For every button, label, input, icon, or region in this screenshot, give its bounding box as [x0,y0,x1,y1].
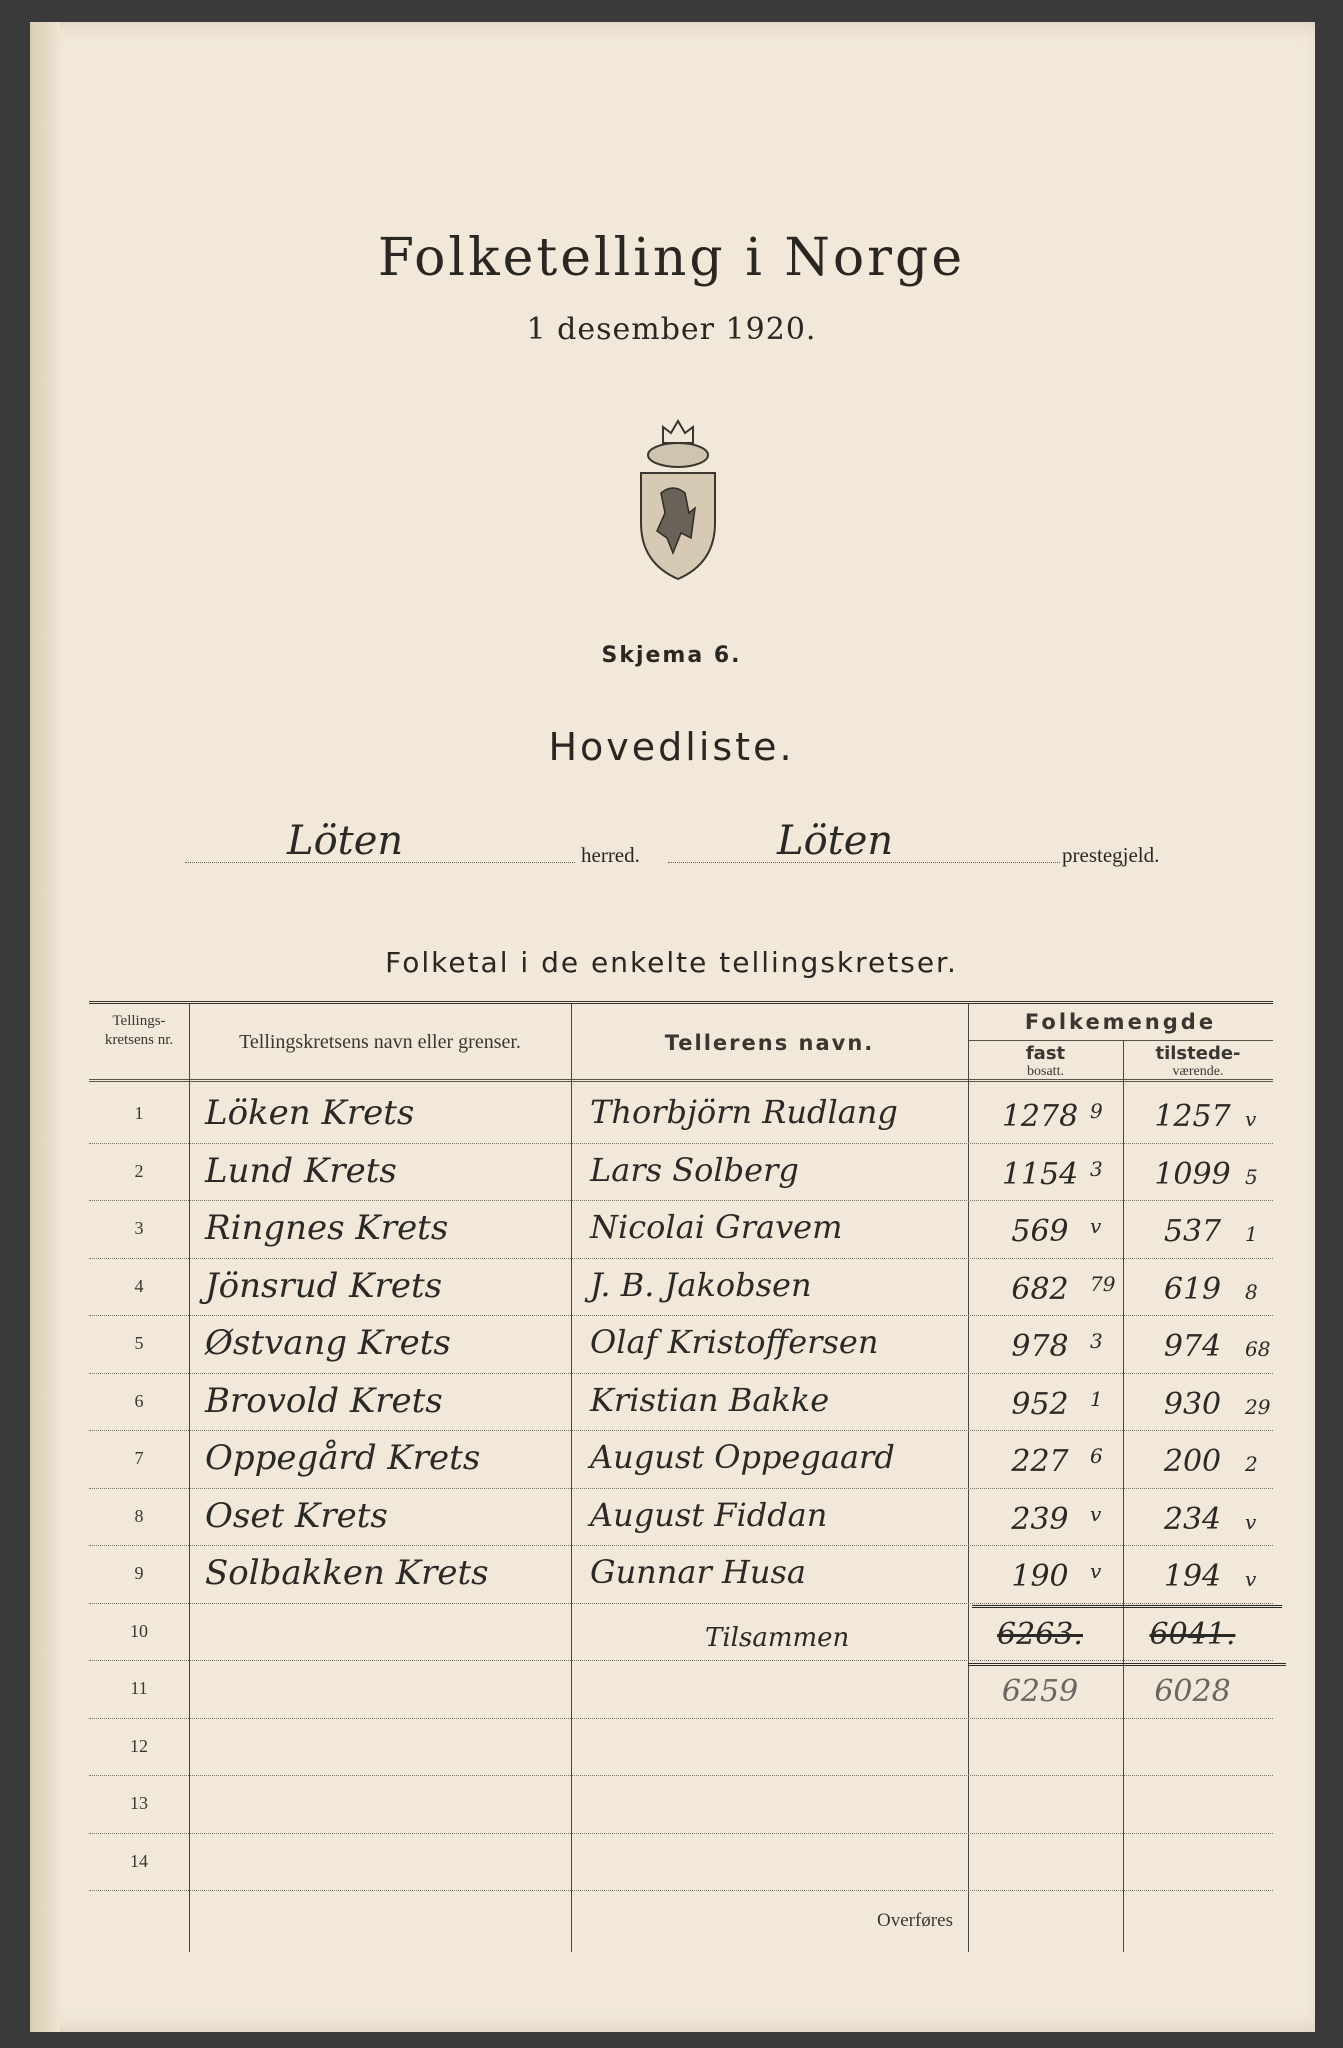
column-divider [571,1004,572,1952]
table-top-border [89,1001,1273,1004]
district-name[interactable]: Lund Krets [205,1150,397,1191]
list-title: Hovedliste. [548,725,795,769]
tilstede-note: v [1245,1107,1257,1131]
row-number: 3 [134,1218,144,1238]
counter-name[interactable]: August Fiddan [590,1495,828,1534]
population-subheader-line [968,1040,1273,1041]
district-name[interactable]: Oset Krets [205,1495,388,1536]
tilstede-value[interactable]: 234 [1163,1501,1222,1537]
tilstede-note: v [1245,1567,1257,1591]
header-population: Folkemengde [1024,1010,1217,1034]
tilstede-value[interactable]: 974 [1163,1329,1222,1364]
counter-name[interactable]: August Oppegaard [590,1438,895,1476]
column-divider [1123,1040,1124,1952]
total-line [968,1663,1286,1666]
row-number: 12 [130,1735,148,1756]
row-divider [89,1488,1273,1489]
row-number: 11 [130,1678,148,1698]
tilstede-value[interactable]: 6041. [1149,1616,1236,1652]
fast-bosatt-value[interactable]: 1154 [1001,1156,1079,1192]
counter-name[interactable]: Kristian Bakke [590,1380,830,1419]
counter-name[interactable]: Nicolai Gravem [590,1208,843,1246]
form-number: Skjema 6. [601,643,742,668]
fast-bosatt-note: 9 [1090,1099,1103,1123]
counter-name[interactable]: Tilsammen [705,1622,850,1653]
prestegjeld-label: prestegjeld. [1062,843,1160,867]
tilstede-value[interactable]: 619 [1163,1271,1222,1307]
header-nr: Tellings-kretsens nr. [104,1013,174,1048]
header-name: Tellingskretsens navn eller grenser. [239,1031,521,1053]
row-number: 8 [134,1505,144,1526]
tilstede-note: v [1245,1509,1257,1534]
column-divider [189,1004,190,1952]
fast-bosatt-value[interactable]: 682 [1011,1271,1069,1307]
tilstede-value[interactable]: 537 [1163,1214,1222,1249]
row-divider [89,1545,1273,1546]
district-name[interactable]: Löken Krets [205,1093,415,1133]
row-divider [89,1833,1273,1834]
row-number: 4 [134,1275,144,1296]
fast-bosatt-value[interactable]: 978 [1011,1329,1069,1364]
herred-value[interactable]: Löten [287,818,404,864]
fast-bosatt-note: 3 [1090,1156,1103,1181]
tilstede-note: 1 [1245,1222,1258,1246]
row-divider [89,1315,1273,1316]
row-divider [89,1890,1273,1891]
row-divider [89,1430,1273,1431]
tilstede-note: 5 [1245,1164,1258,1189]
header-tilstede-sub: værende. [1172,1064,1224,1079]
counter-name[interactable]: Gunnar Husa [590,1553,806,1591]
fast-bosatt-note: 3 [1090,1329,1103,1353]
header-fast-sub: bosatt. [1027,1064,1064,1079]
tilstede-value[interactable]: 200 [1163,1444,1222,1479]
tilstede-note: 2 [1245,1452,1258,1476]
fast-bosatt-value[interactable]: 952 [1011,1386,1069,1422]
header-tilstede: tilstede- [1155,1043,1241,1064]
fast-bosatt-value[interactable]: 6263. [997,1616,1083,1652]
tilstede-note: 8 [1245,1279,1258,1304]
district-name[interactable]: Jönsrud Krets [205,1265,443,1306]
counter-name[interactable]: J. B. Jakobsen [590,1265,812,1304]
fast-bosatt-note: v [1090,1559,1102,1583]
row-number: 1 [134,1103,144,1123]
row-divider [89,1143,1273,1144]
fast-bosatt-note: v [1090,1214,1102,1238]
row-divider [89,1603,1273,1604]
coat-of-arms-icon [633,413,723,581]
tilstede-value[interactable]: 930 [1163,1386,1222,1422]
fast-bosatt-note: 6 [1090,1444,1103,1468]
row-divider [89,1660,1273,1661]
document-title: Folketelling i Norge [377,228,966,288]
row-divider [89,1200,1273,1201]
census-date: 1 desember 1920. [526,312,817,347]
district-name[interactable]: Ringnes Krets [205,1208,449,1248]
row-number: 14 [130,1850,148,1871]
row-number: 13 [130,1793,148,1813]
district-name[interactable]: Oppegård Krets [205,1438,481,1478]
row-divider [89,1775,1273,1776]
herred-label: herred. [581,843,640,867]
district-name[interactable]: Solbakken Krets [205,1553,489,1593]
counter-name[interactable]: Olaf Kristoffersen [590,1323,879,1361]
district-name[interactable]: Brovold Krets [205,1380,443,1421]
row-number: 2 [134,1160,144,1181]
column-divider [968,1004,969,1952]
row-divider [89,1258,1273,1259]
counter-name[interactable]: Thorbjörn Rudlang [590,1093,898,1131]
fast-bosatt-note: 1 [1090,1386,1103,1411]
prestegjeld-value[interactable]: Löten [777,818,894,864]
row-divider [89,1718,1273,1719]
section-title: Folketal i de enkelte tellingskretser. [385,946,958,979]
tilstede-note: 29 [1245,1394,1271,1419]
row-number: 7 [134,1448,144,1468]
tilstede-value[interactable]: 6028 [1154,1674,1231,1709]
fast-bosatt-value[interactable]: 1278 [1001,1099,1079,1134]
row-number: 9 [134,1563,144,1583]
fast-bosatt-note: 79 [1090,1271,1116,1296]
tilstede-value[interactable]: 1099 [1154,1156,1231,1192]
fast-bosatt-value[interactable]: 6259 [1001,1674,1079,1709]
row-divider [89,1373,1273,1374]
header-counter: Tellerens navn. [664,1031,875,1055]
tilstede-value[interactable]: 194 [1163,1559,1222,1594]
row-number: 10 [130,1620,148,1641]
counter-name[interactable]: Lars Solberg [590,1150,799,1189]
tilstede-value[interactable]: 1257 [1154,1099,1231,1134]
district-name[interactable]: Østvang Krets [205,1323,451,1363]
tilstede-note: 68 [1245,1337,1271,1361]
fast-bosatt-note: v [1090,1501,1102,1526]
row-number: 5 [134,1333,144,1353]
fast-bosatt-value[interactable]: 190 [1011,1559,1069,1594]
sum-line [972,1605,1282,1608]
fast-bosatt-value[interactable]: 239 [1011,1501,1069,1537]
row-number: 6 [134,1390,144,1411]
fast-bosatt-value[interactable]: 227 [1011,1444,1069,1479]
fast-bosatt-value[interactable]: 569 [1011,1214,1069,1249]
header-fast: fast [1025,1043,1066,1064]
carry-over-label: Overføres [877,1910,953,1931]
